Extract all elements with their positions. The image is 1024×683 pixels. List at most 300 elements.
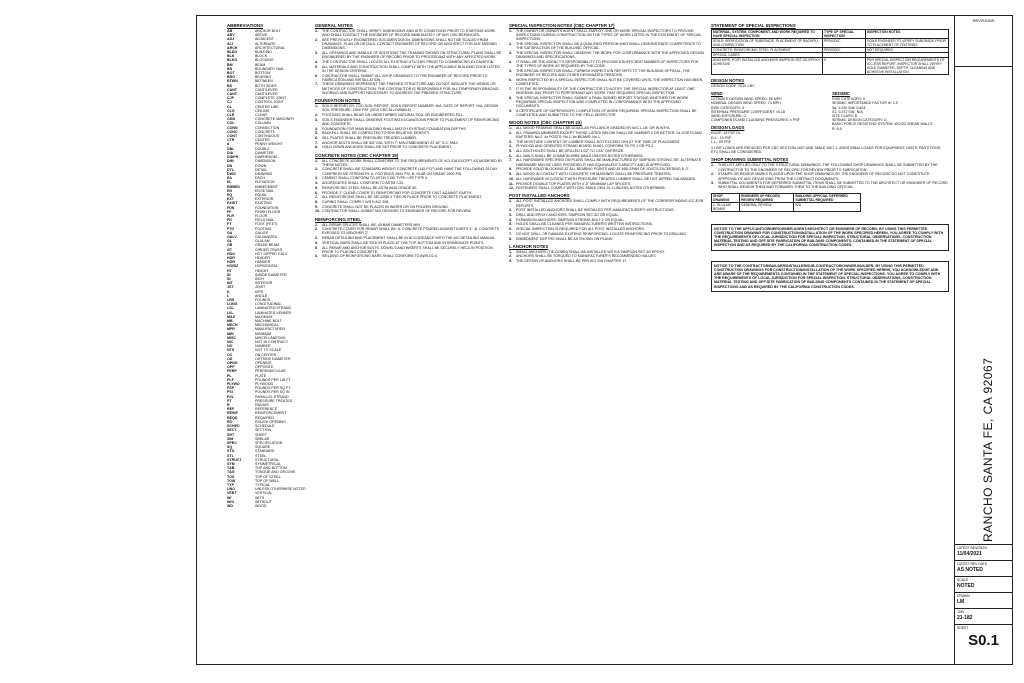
shop-drawing-note-item xyxy=(711,181,949,189)
concrete-note-item xyxy=(315,159,503,167)
abbreviation-value: EACH xyxy=(255,176,265,181)
special-inspection-notes-list xyxy=(509,29,705,117)
wood-note-number: 10. xyxy=(509,176,514,181)
wood-note-item xyxy=(509,149,705,153)
abbreviation-value: NOT IN CONTRACT xyxy=(255,340,289,345)
post-installed-anchor-note-number: 6. xyxy=(509,227,512,232)
abbreviation-key: STL xyxy=(227,453,234,458)
title-block-field xyxy=(955,576,1012,592)
post-installed-anchor-note-number: 8. xyxy=(509,236,512,241)
abbreviation-value: ANCHOR BOLT xyxy=(255,29,281,33)
abbreviation-key: CJ xyxy=(227,100,232,105)
special-inspection-note-number: 5. xyxy=(509,68,512,73)
abbreviation-key: PERP xyxy=(227,369,237,374)
abbreviation-key: DWG xyxy=(227,171,236,176)
abbreviation-key: d xyxy=(227,142,230,147)
reinforcing-note-text: CONCRETE COVER FOR REBAR SHALL BE: A. CONCRETE POURED AGAINST EARTH 3". B. CONCRETE EXPOSED TO WEATHER 2". xyxy=(322,227,500,236)
abbreviation-key: OPP xyxy=(227,365,235,370)
abbreviation-key: MISC xyxy=(227,335,236,340)
abbreviation-key: PSF xyxy=(227,386,234,391)
abbreviation-key: K xyxy=(227,289,230,294)
special-inspection-cell: PERIODIC xyxy=(823,48,866,53)
abbreviation-value: HOT DIPPED GALV xyxy=(255,251,288,256)
abbreviation-key: FLR xyxy=(227,213,234,218)
shop-drawing-list xyxy=(711,163,949,189)
concrete-note-number: 9. xyxy=(315,204,318,209)
abbreviation-key: OD xyxy=(227,356,233,361)
abbreviation-value: CONCRETE MASONRY xyxy=(255,117,295,122)
abbreviation-value: SPECIFICATION xyxy=(255,440,283,445)
wood-notes-list xyxy=(509,126,705,190)
general-note-number: 5. xyxy=(315,64,318,69)
post-installed-anchor-note-item xyxy=(509,232,705,236)
abbreviation-key: GB xyxy=(227,243,233,248)
wood-note-number: 6. xyxy=(509,153,512,158)
title-block-field-label: LATEST REVISION xyxy=(957,546,987,550)
abbreviation-key: TOS xyxy=(227,474,235,479)
abbreviation-value: STRUCTURAL xyxy=(255,457,280,462)
shop-col-drawing: SHOP DRAWING xyxy=(712,193,740,202)
abbreviation-value: TOP OF STEEL xyxy=(255,474,281,479)
abbreviation-value: ON CENTER xyxy=(255,352,277,357)
wood-note-text: ALL BOLT HOLES SHALL BE DRILLED 1/32" TO 1/16" OVERSIZE. xyxy=(516,149,625,154)
post-installed-anchor-note-item xyxy=(509,218,705,222)
sheet-number: S0.1 xyxy=(968,632,999,649)
title-block-field-value: 21-182 xyxy=(957,615,973,621)
drawing-sheet xyxy=(196,15,1013,665)
special-inspection-note-text: WORK INSPECTED BY A SPECIAL INSPECTOR SHALL NOT BE COVERED UNTIL THE INSPECTION HAS BEEN COMPLETED. xyxy=(516,77,703,86)
shop-drawing-note-text: STAMPS OR REVIEW MARKS PLACED UPON THE SHOP DRAWINGS BY THE ENGINEER OF RECORD DO NOT CONSTITUTE APPROVAL OF ANY DEVIATIONS FROM THE CONTRACT DOCUMENTS. xyxy=(718,172,930,181)
abbreviation-value: OUTSIDE DIAMETER xyxy=(255,356,291,361)
wood-note-item xyxy=(509,144,705,148)
abbreviation-key: HDG xyxy=(227,251,235,256)
reinforcing-note-item xyxy=(315,241,503,245)
special-inspection-row xyxy=(712,58,949,75)
abbreviation-value: ARCHITECTURAL xyxy=(255,45,286,50)
abbreviation-value: TOP OF WALL xyxy=(255,478,279,483)
abbreviation-key: WD xyxy=(227,503,233,508)
foundation-note-item xyxy=(315,104,503,112)
abbreviation-value: CLEAR xyxy=(255,113,267,118)
abbreviation-value: EXISTING xyxy=(255,201,272,206)
shop-cell-drawing: 1. GLULAM BEAMS xyxy=(712,202,740,211)
wood-note-text: PLYWOOD AND ORIENTED STRAND BOARD SHALL CONFORM TO PS 1 OR PS 2. xyxy=(516,144,655,149)
l-anchor-note-item xyxy=(509,254,705,258)
concrete-note-item xyxy=(315,181,503,185)
abbreviation-key: SYM xyxy=(227,461,235,466)
wood-note-number: 9. xyxy=(509,172,512,177)
abbreviation-value: BEARING xyxy=(255,75,272,80)
load-line: ROOF: 16 PSF DL xyxy=(711,131,741,136)
concrete-note-item xyxy=(315,205,503,209)
abbreviation-key: MB xyxy=(227,319,233,324)
abbreviations-list xyxy=(227,29,311,508)
foundation-note-text: HOLD DOWN ANCHORS SHALL BE SET PRIOR TO CONCRETE PLACEMENT. xyxy=(322,145,453,150)
abbreviation-value: BLOCKING xyxy=(255,58,274,63)
post-installed-anchor-note-item xyxy=(509,237,705,241)
general-note-text: ALL MATERIALS AND CONSTRUCTION SHALL COMPLY WITH THE APPLICABLE BUILDING CODE LISTED IN THE DESIGN CRITERIA. xyxy=(322,64,500,73)
abbreviation-value: CANTILEVER xyxy=(255,92,278,97)
abbreviation-value: PERPENDICULAR xyxy=(255,369,286,374)
abbreviation-value: TOP AND BOTTOM xyxy=(255,466,287,471)
abbreviation-value: FINISH FLOOR xyxy=(255,209,281,214)
abbreviation-key: EXT xyxy=(227,197,234,202)
abbreviation-value: REINFORCEMENT xyxy=(255,411,287,416)
abbreviation-key: ALT xyxy=(227,41,234,46)
special-inspection-note-text: THE OWNER OR OWNER'S AGENT SHALL EMPLOY ONE OR MORE SPECIAL INSPECTORS TO PROVIDE INSPECTIONS DURING CONSTRUCTION ON THE TYPES OF WORK LISTED IN THE STATEMENT OF SPECIAL INSPECTIONS. xyxy=(516,29,702,42)
abbreviation-key: FF xyxy=(227,209,232,214)
foundation-note-number: 8. xyxy=(315,145,318,150)
post-installed-anchor-note-number: 7. xyxy=(509,231,512,236)
abbreviation-key: SCHED xyxy=(227,424,240,429)
reinforcing-note-number: 1. xyxy=(315,222,318,227)
special-inspection-cell: PER SPECIAL INSPECTION REQUIREMENTS OF ICC-ESR REPORT. INSPECTOR SHALL VERIFY HOLE DIAMETER, DEPTH, CLEANING AND ADHESIVE INSTALLATION. xyxy=(866,58,949,75)
general-note-number: 2. xyxy=(315,37,318,42)
special-inspection-note-number: 6. xyxy=(509,77,512,82)
reinforcing-note-text: ALL REBAR AND ANCHOR BOLTS, DOWELS AND INSERTS SHALL BE SECURELY HELD IN POSITION PRIOR TO PLACING CONCRETE. xyxy=(322,245,493,254)
concrete-note-text: CEMENT SHALL CONFORM TO ASTM C150 TYPE I OR TYPE II. xyxy=(322,176,429,181)
special-inspection-note-text: A CERTIFICATE OF SUPERVISORY COMPLETION OF WORK REQUIRING SPECIAL INSPECTION SHALL BE COMPLETED AND SUBMITTED TO THE FIELD INSPECTOR. xyxy=(516,108,697,117)
post-installed-anchor-note-number: 1. xyxy=(509,199,512,204)
special-inspection-note-text: IT SHALL BE THE AGENCY'S RESPONSIBILITY TO PROVIDE A SUFFICIENT NUMBER OF INSPECTORS FOR THE TYPES OF WORK AS REQUIRED BY THE CODE. xyxy=(516,59,699,69)
concrete-note-number: 1. xyxy=(315,158,318,163)
abbreviation-value: ALTERNATE xyxy=(255,41,276,46)
concrete-note-item xyxy=(315,200,503,204)
special-inspection-note-item xyxy=(509,87,705,95)
abbreviation-value: WOOD xyxy=(255,503,267,508)
reinforcing-note-text: ALL REBAR SPLICES SHALL BE: 40 BAR DIAMETERS MIN. xyxy=(322,222,421,227)
reinforcing-note-number: 4. xyxy=(315,240,318,245)
wood-note-text: FASTENERS SHALL COMPLY WITH CBC TABLE 2304.10.1 UNLESS NOTED OTHERWISE. xyxy=(516,186,666,191)
foundation-note-number: 4. xyxy=(315,126,318,131)
abbreviation-value: EMBEDMENT xyxy=(255,184,278,189)
abbreviation-value: CONTINUOUS xyxy=(255,134,280,139)
abbreviation-key: RO xyxy=(227,419,233,424)
general-note-item xyxy=(315,60,503,64)
si-col-notes: INSPECTION NOTES xyxy=(866,30,949,39)
concrete-note-number: 5. xyxy=(315,185,318,190)
abbreviation-value: BOUNDARY NAIL xyxy=(255,66,285,71)
special-inspection-note-number: 2. xyxy=(509,42,512,47)
abbreviation-value: EXTERIOR xyxy=(255,197,274,202)
post-installed-anchor-note-number: 2. xyxy=(509,208,512,213)
concrete-notes-heading: CONCRETE NOTES (CBC CHAPTER 19) xyxy=(315,152,399,158)
wood-note-text: ALL HARDWARE IN CONTACT WITH PRESSURE TREATED LUMBER SHALL BE HOT DIPPED GALVANIZED. xyxy=(516,176,697,181)
abbreviations-heading: ABBREVIATIONS xyxy=(227,23,264,28)
concrete-note-item xyxy=(315,176,503,180)
shop-drawing-note-text: THIS LIST APPLIES ONLY TO THE STRUCTURAL DRAWINGS. THE FOLLOWING SHOP DRAWINGS SHALL BE SUBMITTED BY THE CONTRACTOR TO THE ENGINEER OF RECORD FOR REVIEW PRIOR TO FABRICATION. xyxy=(718,163,938,172)
notice-contractor-box: NOTICE TO THE CONTRACTOR/BUILDER/INSTALLER/SUB-CONTRACTOR/OWNER-BUILDER: BY USING THIS PERMITTED CONSTRUCTION DRAWINGS FOR CONSTRUCTION/INSTALLATION OF THE WORK SPECIFIED HEREIN, YOU ACKNOWLEDGE AND ARE AWARE OF THE REQUIREMENTS CONTAINED IN THE STATEMENT OF SPECIAL INSPECTIONS. YOU AGREE TO COMPLY WITH THE REQUIREMENTS OF LOCAL JURISDICTION FOR SPECIAL INSPECTION, STRUCTURAL OBSERVATIONS, CONSTRUCTION MATERIAL TESTING AND OFF-SITE FABRICATION OF BUILDING COMPONENTS CONTAINED IN THE STATEMENT OF SPECIAL INSPECTIONS AND AS REQUIRED BY THE CALIFORNIA CONSTRUCTION CODES. xyxy=(711,261,949,292)
abbreviation-key: FT xyxy=(227,222,232,227)
concrete-note-text: CURING SHALL COMPLY WITH ACI 308. xyxy=(322,199,390,204)
post-installed-anchor-note-item xyxy=(509,213,705,217)
abbreviation-key: W/ xyxy=(227,495,232,500)
seismic-line: SEISMIC DESIGN CATEGORY: D xyxy=(832,118,887,123)
abbreviation-key: DIA xyxy=(227,150,234,155)
abbreviation-value: ABOVE xyxy=(255,33,268,38)
abbreviation-key: COL xyxy=(227,121,235,126)
abbreviation-value: FOUNDATION xyxy=(255,205,279,210)
abbreviation-key: PSL xyxy=(227,394,234,399)
special-inspection-note-number: 9. xyxy=(509,108,512,113)
abbreviation-key: IN xyxy=(227,276,231,281)
special-inspection-note-number: 7. xyxy=(509,86,512,91)
abbreviation-key: DTL xyxy=(227,167,234,172)
abbreviation-key: MECH xyxy=(227,323,238,328)
concrete-note-number: 4. xyxy=(315,181,318,186)
wind-line: COMPONENTS AND CLADDING PRESSURES: ± PSF xyxy=(711,118,800,123)
title-block-field-label: JOB xyxy=(957,610,964,614)
abbreviation-value: ELEVATION xyxy=(255,180,275,185)
post-installed-anchor-note-item xyxy=(509,222,705,226)
abbreviation-value: JOIST xyxy=(255,285,266,290)
special-inspection-cell: NOT REQUIRED xyxy=(866,48,949,53)
foundation-note-item xyxy=(315,136,503,140)
abbreviation-value: TYPICAL xyxy=(255,482,270,487)
abbreviation-value: INSIDE DIAMETER xyxy=(255,272,287,277)
statement-heading: STATEMENT OF SPECIAL INSPECTIONS xyxy=(711,23,796,28)
abbreviation-value: STEEL xyxy=(255,453,267,458)
abbreviation-value: HORIZONTAL xyxy=(255,264,278,269)
revisions-box xyxy=(955,16,1012,67)
abbreviation-value: MISCELLANEOUS xyxy=(255,335,286,340)
seismic-list xyxy=(832,97,949,131)
wood-note-text: PROVIDE DOUBLE TOP PLATES WITH 4'-0" MINIMUM LAP SPLICES. xyxy=(516,181,632,186)
abbreviation-value: SCHEDULE xyxy=(255,424,275,429)
post-installed-anchor-note-text: POST INSTALLED ANCHORS SHALL BE INSTALLED PER MANUFACTURER'S INSTRUCTIONS. xyxy=(516,208,675,213)
post-installed-anchor-note-text: HOLES SHALL BE CLEANED PER MANUFACTURER'S WRITTEN INSTRUCTIONS. xyxy=(516,222,653,227)
abbreviation-key: INT xyxy=(227,281,233,286)
special-inspection-note-item xyxy=(509,78,705,86)
abbreviation-value: INCH xyxy=(255,276,264,281)
shop-drawing-note-number: 1. xyxy=(711,163,714,168)
special-inspection-notes-heading: SPECIAL INSPECTION NOTES (CBC CHAPTER 17) xyxy=(509,23,615,28)
abbreviation-key: CONC xyxy=(227,129,238,134)
abbreviation-value: FIELD NAIL xyxy=(255,218,275,223)
abbreviation-value: WITHOUT xyxy=(255,499,272,504)
abbreviation-key: DIAPH xyxy=(227,155,239,160)
abbreviation-key: GALV xyxy=(227,234,237,239)
abbreviation-value: KIPS xyxy=(255,289,264,294)
wood-note-item xyxy=(509,140,705,144)
seismic-heading: SEISMIC xyxy=(832,91,851,97)
general-note-text: CONTRACTOR SHALL SUBMIT ALL SHOP DRAWINGS TO THE ENGINEER OF RECORD PRIOR TO FABRICATION AND INSTALLATION. xyxy=(322,73,488,82)
abbreviation-value: CONCRETE xyxy=(255,129,276,134)
abbreviation-key: AB xyxy=(227,29,233,33)
concrete-note-number: 2. xyxy=(315,167,318,172)
abbreviation-value: HANGER xyxy=(255,260,271,265)
abbreviation-key: VERT xyxy=(227,491,237,496)
concrete-notes-list xyxy=(315,159,503,214)
abbreviation-key: REQD xyxy=(227,415,238,420)
reinforcing-note-number: 6. xyxy=(315,254,318,259)
special-inspection-note-item xyxy=(509,51,705,59)
abbreviation-key: PLYWD xyxy=(227,382,240,387)
abbreviation-value: POUNDS xyxy=(255,298,271,302)
abbreviation-key: OC xyxy=(227,352,233,357)
title-block-fields xyxy=(955,544,1012,664)
shop-col-bo: BUILDING OFFICIAL DEFERRED SUBMITTAL REQUIRED xyxy=(794,193,861,202)
l-anchor-note-number: 2. xyxy=(509,254,512,259)
foundation-note-text: FOUNDATION FOR MAIN BUILDING SHALL MATCH EXISTING FOUNDATION DEPTHS. xyxy=(322,126,467,131)
abbreviation-value: GIRDER TRUSS xyxy=(255,247,283,252)
special-inspection-note-item xyxy=(509,109,705,117)
abbreviation-key: FN xyxy=(227,218,232,223)
sheet-number-box xyxy=(955,624,1012,654)
wood-note-number: 11. xyxy=(509,181,514,186)
foundation-note-item xyxy=(315,118,503,126)
foundation-note-number: 6. xyxy=(315,135,318,140)
abbreviation-value: PARALLEL STRAND xyxy=(255,394,289,399)
abbreviation-value: INTERIOR xyxy=(255,281,273,286)
abbreviation-value: HEIGHT xyxy=(255,268,269,273)
design-code: DESIGN CODE: 2019 CBC xyxy=(711,84,755,88)
special-inspection-note-item xyxy=(509,69,705,77)
l-anchor-note-text: THE DESIGN OF ANCHORS SHALL BE PER ACI 318 CHAPTER 17. xyxy=(516,259,628,264)
title-block-field-value: NOTED xyxy=(957,583,975,589)
foundation-note-text: SILL PLATES SHALL BE PRESSURE TREATED LUMBER. xyxy=(322,135,417,140)
concrete-note-item xyxy=(315,195,503,199)
reinforcing-note-number: 2. xyxy=(315,227,318,232)
foundation-note-item xyxy=(315,127,503,131)
abbreviation-key: EMBED xyxy=(227,184,240,189)
seismic-line: Ss: 1.030 Sds: 0.824 xyxy=(832,105,866,110)
l-anchor-note-number: 3. xyxy=(509,259,512,264)
reinforcing-note-text: WELDING OF REINFORCING BARS SHALL CONFORM TO AWS D1.4. xyxy=(322,254,438,259)
abbreviation-key: ID xyxy=(227,272,231,277)
abbreviation-key: TYP xyxy=(227,482,234,487)
project-address: RANCHO SANTA FE, CA 92067 xyxy=(981,357,995,542)
abbreviation-key: DIM xyxy=(227,159,234,164)
concrete-note-item xyxy=(315,209,503,213)
si-col-type: TYPE OF SPECIAL INSPECTION xyxy=(823,30,866,39)
abbreviation-value: LONGITUDINAL xyxy=(255,302,282,307)
special-inspection-note-text: THE SPECIAL INSPECTOR SHALL SUBMIT A FINAL SIGNED REPORT STATING WHETHER THE WORK REQUIRING SPECIAL INSPECTION WAS COMPLETED IN CONFORMANCE WITH THE APPROVED DOCUMENTS. xyxy=(516,95,689,108)
abbreviation-value: BOTTOM xyxy=(255,71,271,76)
abbreviation-key: UNO xyxy=(227,487,235,492)
foundation-note-item xyxy=(315,145,503,149)
wood-note-text: ALL WOOD IN CONTACT WITH CONCRETE OR MASONRY SHALL BE PRESSURE TREATED. xyxy=(516,172,672,177)
seismic-line: BASIC FORCE RESISTING SYSTEM: WOOD SHEAR WALLS xyxy=(832,122,933,127)
general-note-number: 4. xyxy=(315,59,318,64)
abbreviation-value: MAXIMUM xyxy=(255,314,273,319)
concrete-note-number: 7. xyxy=(315,195,318,200)
abbreviation-value: MANUFACTURER xyxy=(255,327,285,332)
abbreviation-value: STANDARD xyxy=(255,449,275,454)
reinforcing-note-item xyxy=(315,227,503,235)
abbreviation-key: CONT xyxy=(227,134,238,139)
wood-note-number: 2. xyxy=(509,130,512,135)
abbreviation-key: STRUCT xyxy=(227,457,242,462)
l-anchor-note-item xyxy=(509,259,705,263)
abbreviation-value: MACHINE BOLT xyxy=(255,319,282,324)
wood-notes-heading: WOOD NOTES (CBC CHAPTER 23) xyxy=(509,120,582,126)
abbreviation-value: DIMENSION xyxy=(255,159,276,164)
abbreviation-row xyxy=(227,504,311,508)
special-inspection-note-item xyxy=(509,29,705,42)
reinforcing-note-text: VERTICAL BARS SHALL BE TIED IN PLACE AT THE TOP, BOTTOM AND INTERMEDIATE POINTS. xyxy=(322,240,485,245)
abbreviation-key: SPEC xyxy=(227,440,237,445)
foundation-note-text: ANCHOR BOLTS SHALL BE 5/8" DIA. WITH 7" MIN EMBEDMENT AT 48" O.C. MAX. xyxy=(322,140,459,145)
abbreviation-key: HDR xyxy=(227,255,235,260)
abbreviation-value: ROUGH OPENING xyxy=(255,419,286,424)
sheet-label: SHEET xyxy=(957,626,969,630)
abbreviation-value: GALVANIZED xyxy=(255,234,278,239)
abbreviation-value: EDGE NAIL xyxy=(255,188,275,193)
abbreviation-value: CONTROL JOINT xyxy=(255,100,284,105)
post-installed-anchor-note-text: ALL POST INSTALLED ANCHORS SHALL COMPLY WITH REQUIREMENTS OF THE CORRESPONDING ICC-ESR REPORTS. xyxy=(516,199,704,208)
abbreviation-key: EN xyxy=(227,188,232,193)
load-line: L.L.: 20 PSF xyxy=(711,139,731,144)
load-line: D.L.: 15 PSF xyxy=(711,135,732,140)
design-notes-heading: DESIGN NOTES xyxy=(711,78,745,83)
reinforcing-note-number: 3. xyxy=(315,236,318,241)
abbreviation-value: COLUMN xyxy=(255,121,271,126)
wood-note-item xyxy=(509,167,705,171)
abbreviation-value: ADJACENT xyxy=(255,37,274,42)
abbreviation-value: HEADER xyxy=(255,255,270,260)
title-block-field xyxy=(955,592,1012,608)
abbreviation-key: BLDG xyxy=(227,50,238,55)
concrete-note-number: 8. xyxy=(315,199,318,204)
reinforcing-note-number: 5. xyxy=(315,245,318,250)
abbreviation-value: NOT TO SCALE xyxy=(255,348,282,353)
shop-drawing-note-text: SUBMITTAL DOCUMENTS FOR DEFERRED SUBMITTAL ITEMS SHALL BE SUBMITTED TO THE ARCHITECT OR ENGINEER OF RECORD WHO SHALL REVIEW THEM AND FORWARD THEM TO THE BUILDING OFFICIAL. xyxy=(718,181,948,190)
wood-note-item xyxy=(509,158,705,166)
reinforcing-note-item xyxy=(315,254,503,258)
abbreviation-value: BEAM xyxy=(255,62,266,67)
abbreviation-value: BUILDING xyxy=(255,50,272,55)
abbreviation-key: REINF xyxy=(227,411,238,416)
reinforcing-note-item xyxy=(315,246,503,254)
abbreviation-key: CL xyxy=(227,104,232,109)
abbreviation-value: PRESSURE TREATED xyxy=(255,398,293,403)
title-block-field-label: LATEST REV DATE xyxy=(957,562,988,566)
abbreviation-key: CLG xyxy=(227,108,235,113)
abbreviation-value: PLATE xyxy=(255,373,267,378)
abbreviation-key: LSL xyxy=(227,306,234,311)
wood-note-number: 5. xyxy=(509,149,512,154)
wood-note-item xyxy=(509,172,705,176)
concrete-note-text: CONTRACTOR SHALL SUBMIT MIX DESIGNS TO ENGINEER OF RECORD FOR REVIEW. xyxy=(322,209,472,214)
seismic-line: R: 6.5 xyxy=(832,126,842,131)
special-inspection-note-item xyxy=(509,42,705,50)
general-note-text: THE CONTRACTOR SHALL LOCATE ALL EXISTING UTILITIES PRIOR TO COMMENCING EXCAVATION. xyxy=(322,59,495,64)
seismic-line: SITE CLASS: D xyxy=(832,114,858,119)
abbreviation-value: DIAPHRAGM xyxy=(255,155,277,160)
special-inspection-row xyxy=(712,39,949,48)
general-note-number: 1. xyxy=(315,29,318,33)
shop-drawing-note-number: 3. xyxy=(711,181,714,186)
abbreviation-value: REFERENCE xyxy=(255,407,278,412)
post-installed-anchors-list xyxy=(509,199,705,240)
foundation-note-number: 7. xyxy=(315,140,318,145)
abbreviation-value: FOOTING xyxy=(255,226,272,231)
design-loads-heading: DESIGN LOADS xyxy=(711,125,745,131)
abbreviation-key: LVL xyxy=(227,310,234,315)
abbreviation-key: DBL xyxy=(227,146,235,151)
wind-line: NOMINAL DESIGN WIND SPEED: 74 MPH xyxy=(711,101,781,106)
concrete-note-number: 3. xyxy=(315,176,318,181)
post-installed-anchors-heading: POST INSTALLED ANCHORS xyxy=(509,193,570,199)
wind-list xyxy=(711,97,828,122)
abbreviation-value: OPPOSITE xyxy=(255,365,274,370)
post-installed-anchor-note-text: DO NOT DRILL OR DAMAGE EXISTING REINFORCING. LOCATE REINFORCING PRIOR TO DRILLING. xyxy=(516,231,687,236)
abbreviation-value: RADIUS xyxy=(255,403,269,408)
abbreviation-value: LAMINATED STRAND xyxy=(255,306,292,311)
abbreviation-value: DRAWING xyxy=(255,171,273,176)
abbreviation-value: LAMINATED VENEER xyxy=(255,310,292,315)
